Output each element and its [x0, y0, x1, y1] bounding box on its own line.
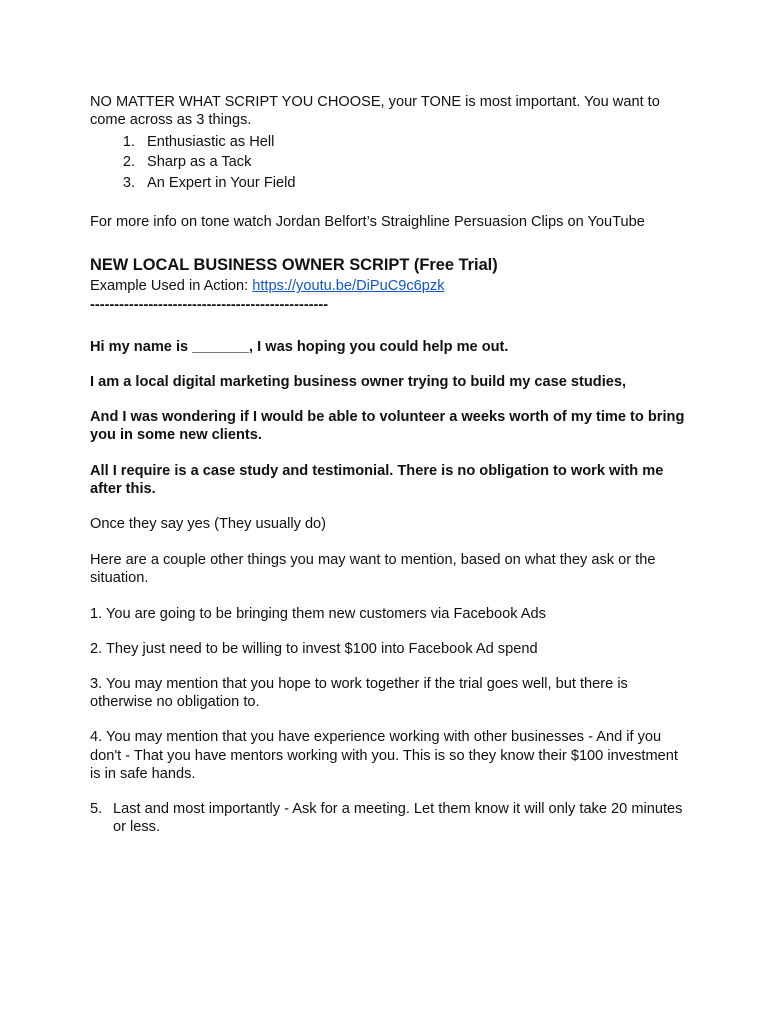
- list-number: 3.: [122, 174, 135, 191]
- followup-point: 3. You may mention that you hope to work together if the trial goes well, but there is otherwise no obligation to.: [90, 676, 628, 711]
- script-heading: [90, 255, 690, 275]
- followup-point-last: [90, 800, 690, 836]
- list-text: Sharp as a Tack: [147, 154, 252, 171]
- list-item: [90, 152, 690, 173]
- example-label: Example Used in Action:: [90, 278, 253, 295]
- list-text: An Expert in Your Field: [147, 174, 296, 191]
- list-text: Enthusiastic as Hell: [147, 133, 275, 150]
- divider-line: -------------------------------------------------: [90, 296, 329, 313]
- list-text: Last and most importantly - Ask for a meeting. Let them know it will only take 20 minutes or less.: [113, 801, 683, 836]
- list-number: 5.: [90, 801, 103, 818]
- tone-note: For more info on tone watch Jordan Belfort’s Straighline Persuasion Clips on YouTube: [90, 214, 645, 231]
- list-item: [90, 131, 690, 152]
- followup-point: 4. You may mention that you have experience working with other businesses - And if you don't - That you have mentors working with you. This is so they know their $100 investment is in safe hands.: [90, 729, 678, 782]
- other-things-note: Here are a couple other things you may want to mention, based on what they ask or the situation.: [90, 552, 656, 587]
- list-number: 2.: [122, 154, 135, 171]
- script-line-requirement: All I require is a case study and testimonial. There is no obligation to work with me after this.: [90, 462, 664, 497]
- followup-point: 1. You are going to be bringing them new customers via Facebook Ads: [90, 605, 546, 622]
- intro-paragraph: NO MATTER WHAT SCRIPT YOU CHOOSE, your TONE is most important. You want to come across as 3 things.: [90, 94, 660, 129]
- tone-list: [90, 131, 690, 193]
- document-page: [90, 93, 690, 836]
- list-number: 1.: [122, 133, 135, 150]
- script-line-greeting: Hi my name is _______, I was hoping you could help me out.: [90, 338, 509, 355]
- list-item: [90, 173, 690, 194]
- once-yes-note: Once they say yes (They usually do): [90, 516, 327, 533]
- example-video-link[interactable]: https://youtu.be/DiPuC9c6pzk: [252, 278, 445, 295]
- followup-point: 2. They just need to be willing to invest $100 into Facebook Ad spend: [90, 640, 538, 657]
- example-line: [90, 277, 690, 295]
- script-title-suffix: (Free Trial): [409, 256, 498, 275]
- script-line-intro: I am a local digital marketing business owner trying to build my case studies,: [90, 374, 627, 390]
- script-title: NEW LOCAL BUSINESS OWNER SCRIPT: [90, 256, 410, 275]
- script-line-offer: And I was wondering if I would be able to volunteer a weeks worth of my time to bring you in some new clients.: [90, 409, 685, 444]
